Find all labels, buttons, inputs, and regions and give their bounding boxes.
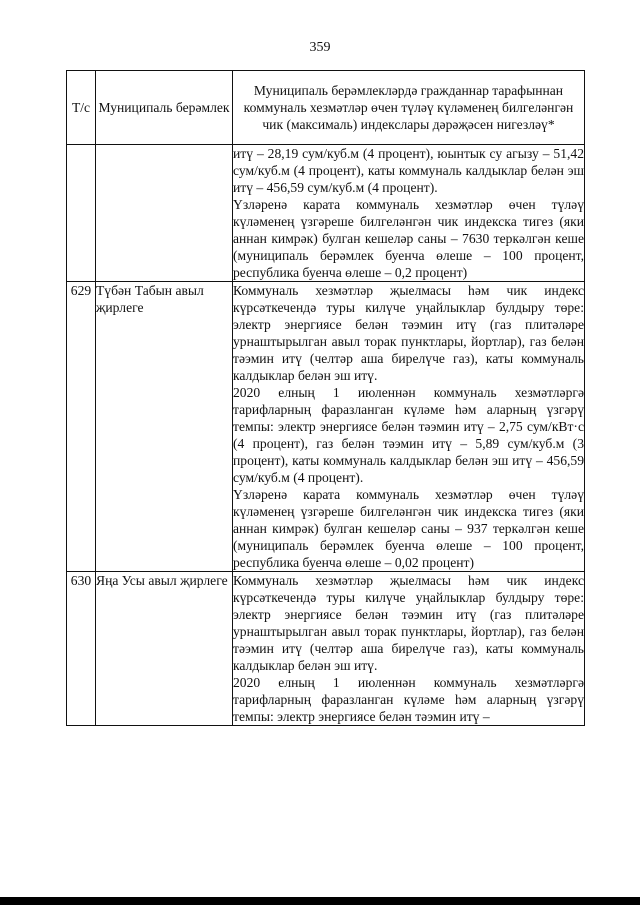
justification-cell <box>233 145 585 282</box>
justification-paragraph: 2020 елның 1 июленнән коммуналь хезмәтләргә тарифларның фаразланган күләме һәм аларның үзгәрү темпы: электр энергиясе белән тәэмин итү – <box>233 675 584 724</box>
row-number: 630 <box>67 572 96 726</box>
row-number <box>67 145 96 282</box>
justification-paragraph: итү – 28,19 сум/куб.м (4 процент), юынтык су агызу – 51,42 сум/куб.м (4 процент), каты коммуналь калдыклар белән эш итү – 456,59 сум/куб.м (4 процент). <box>233 146 584 195</box>
header-municipality: Муниципаль берәмлек <box>96 71 233 145</box>
header-num: Т/с <box>67 71 96 145</box>
table-row <box>67 145 585 282</box>
justification-paragraph: Үзләренә карата коммуналь хезмәтләр өчен түләү күләменең үзгәреше билгеләнгән чик индекска тигез (яки аннан кимрәк) булган кешеләр саны – 937 теркәлгән кеше (муниципаль берәмлек буенча өлеше – 100 процент, республика буенча өлеше – 0,02 процент) <box>233 487 584 570</box>
justification-cell <box>233 572 585 726</box>
header-justification: Муниципаль берәмлекләрдә гражданнар тарафыннан коммуналь хезмәтләр өчен түләү күләменең билгеләнгән чик (максималь) индекслары дәрәҗәсен нигезләү* <box>233 71 585 145</box>
municipality-name: Түбән Табын авыл җирлеге <box>96 282 233 572</box>
justification-paragraph: Үзләренә карата коммуналь хезмәтләр өчен түләү күләменең үзгәреше билгеләнгән чик индекска тигез (яки аннан кимрәк) булган кешеләр саны – 7630 теркәлгән кеше (муниципаль берәмлек буенча өлеше – 100 процент, республика буенча өлеше – 0,2 процент) <box>233 197 584 280</box>
justification-cell <box>233 282 585 572</box>
justification-paragraph: Коммуналь хезмәтләр җыелмасы һәм чик индекс күрсәткечендә туры килүче уңайлыклар булдыру төре: электр энергиясе белән тәэмин итү (газ плитәләре урнаштырылган авыл торак пунктлары, йортлар), газ белән тәэмин итү (челтәр аша бирелүче газ), каты коммуналь калдыклар белән эш итү. <box>233 573 584 673</box>
justification-paragraph: 2020 елның 1 июленнән коммуналь хезмәтләргә тарифларның фаразланган күләме һәм аларның үзгәрү темпы: электр энергиясе белән тәэмин итү – 2,75 сум/кВт·с (4 процент), газ белән тәэмин итү – 5,89 сум/куб.м (3 процент), каты коммуналь калдыклар белән эш итү – 456,59 сум/куб.м (4 процент). <box>233 385 584 485</box>
tariff-index-table <box>66 70 585 726</box>
page-number: 359 <box>309 40 331 55</box>
justification-paragraph: Коммуналь хезмәтләр җыелмасы һәм чик индекс күрсәткечендә туры килүче уңайлыклар булдыру төре: электр энергиясе белән тәэмин итү (газ плитәләре урнаштырылган авыл торак пунктлары, йортлар), газ белән тәэмин итү (челтәр аша бирелүче газ), каты коммуналь калдыклар белән эш итү. <box>233 283 584 383</box>
municipality-name <box>96 145 233 282</box>
table-row <box>67 282 585 572</box>
table-header-row <box>67 71 585 145</box>
table-row <box>67 572 585 726</box>
row-number: 629 <box>67 282 96 572</box>
scan-edge-bar <box>0 897 640 905</box>
municipality-name: Яңа Усы авыл җирлеге <box>96 572 233 726</box>
